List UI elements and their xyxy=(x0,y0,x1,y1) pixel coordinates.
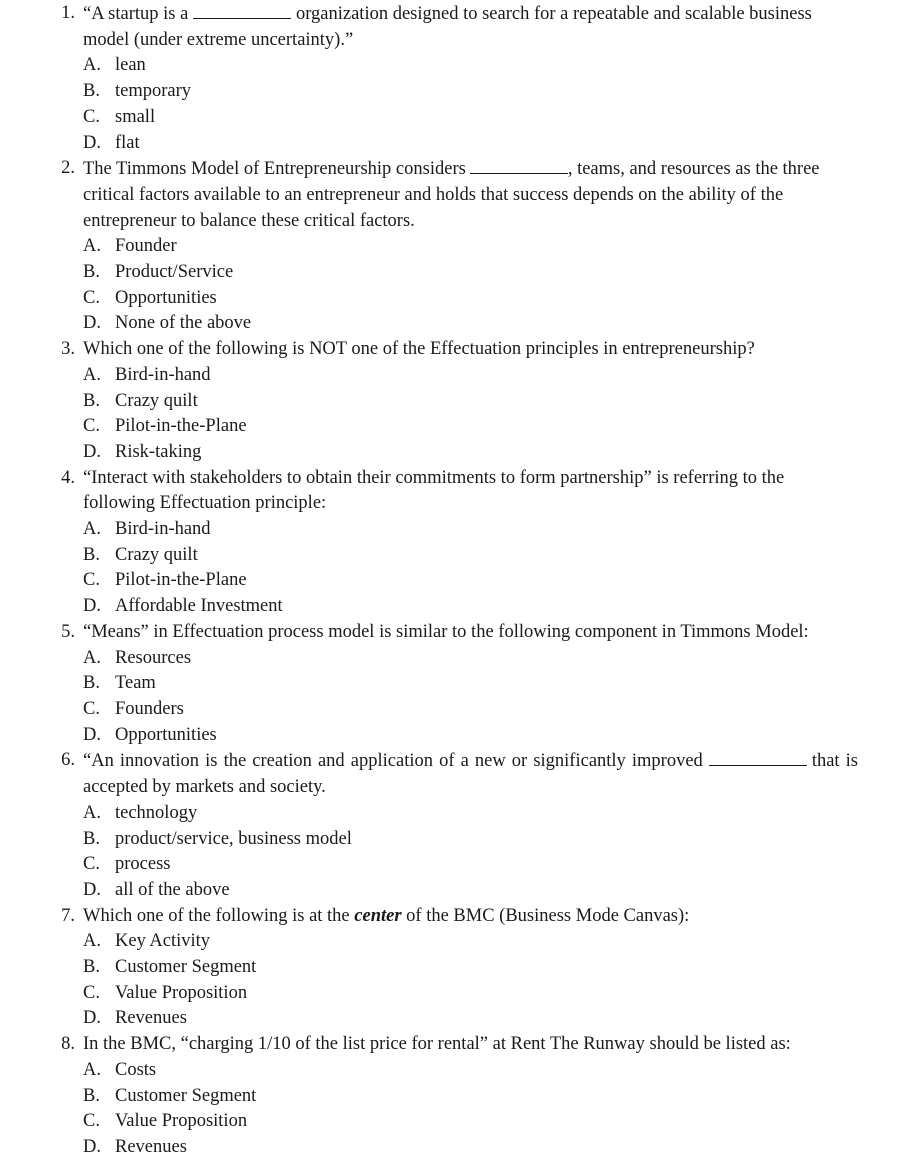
option-b[interactable]: B. Crazy quilt xyxy=(83,390,198,411)
question-text: “Means” in Effectuation process model is similar to the following component in Timmons Model: xyxy=(83,621,809,642)
question-number: 2. xyxy=(61,158,75,179)
option-d[interactable]: D. Affordable Investment xyxy=(83,596,283,617)
question-3 xyxy=(61,337,858,466)
option-b[interactable]: B. temporary xyxy=(83,81,192,102)
answer-blank xyxy=(470,156,568,174)
answer-blank xyxy=(709,748,807,766)
option-d[interactable]: D. Opportunities xyxy=(83,724,217,745)
option-a[interactable]: A. Key Activity xyxy=(83,931,211,952)
option-d[interactable]: D. all of the above xyxy=(83,879,230,900)
question-text: “Interact with stakeholders to obtain their commitments to form partnership” is referring to the following Effectuation principle: xyxy=(83,467,785,514)
options-list xyxy=(83,517,858,620)
option-c[interactable]: C. Opportunities xyxy=(83,287,217,308)
options-list xyxy=(83,646,858,749)
option-c[interactable]: C. small xyxy=(83,106,156,127)
question-number: 4. xyxy=(61,467,75,488)
option-b[interactable]: B. Customer Segment xyxy=(83,957,257,978)
question-text: In the BMC, “charging 1/10 of the list price for rental” at Rent The Runway should be listed as: xyxy=(83,1034,791,1055)
emphasis-center: center xyxy=(354,905,402,926)
option-d[interactable]: D. None of the above xyxy=(83,313,252,334)
option-c[interactable]: C. process xyxy=(83,854,171,875)
question-2 xyxy=(61,156,858,337)
question-number: 5. xyxy=(61,621,75,642)
option-c[interactable]: C. Pilot-in-the-Plane xyxy=(83,416,247,437)
option-c[interactable]: C. Pilot-in-the-Plane xyxy=(83,570,247,591)
options-list xyxy=(83,801,858,904)
option-d[interactable]: D. flat xyxy=(83,132,140,153)
question-1 xyxy=(61,1,858,156)
question-text: The Timmons Model of Entrepreneurship considers , teams, and resources as the three critical factors available to an entrepreneur and holds that success depends on the ability of the entrepreneur to balance these critical factors. xyxy=(83,156,858,234)
question-text: “A startup is a organization designed to search for a repeatable and scalable business model (under extreme uncertainty).” xyxy=(83,1,858,53)
options-list xyxy=(83,929,858,1032)
option-c[interactable]: C. Value Proposition xyxy=(83,1111,248,1132)
question-number: 3. xyxy=(61,339,75,360)
question-8 xyxy=(61,1032,858,1161)
option-b[interactable]: B. Team xyxy=(83,673,156,694)
question-number: 7. xyxy=(61,905,75,926)
question-text: Which one of the following is at the center of the BMC (Business Mode Canvas): xyxy=(83,905,690,926)
option-a[interactable]: A. Bird-in-hand xyxy=(83,519,211,540)
option-d[interactable]: D. Risk-taking xyxy=(83,441,202,462)
question-text: “An innovation is the creation and application of a new or significantly improved that is accepted by markets and society. xyxy=(83,748,858,800)
option-b[interactable]: B. Crazy quilt xyxy=(83,544,198,565)
option-b[interactable]: B. Product/Service xyxy=(83,262,234,283)
option-b[interactable]: B. product/service, business model xyxy=(83,828,352,849)
question-7 xyxy=(61,904,858,1033)
option-a[interactable]: A. technology xyxy=(83,802,198,823)
option-a[interactable]: A. Costs xyxy=(83,1059,157,1080)
option-a[interactable]: A. Resources xyxy=(83,647,192,668)
option-b[interactable]: B. Customer Segment xyxy=(83,1085,257,1106)
question-number: 6. xyxy=(61,750,75,771)
answer-blank xyxy=(193,1,291,19)
option-c[interactable]: C. Value Proposition xyxy=(83,982,248,1003)
question-number: 8. xyxy=(61,1034,75,1055)
question-4 xyxy=(61,466,858,620)
option-a[interactable]: A. lean xyxy=(83,55,146,76)
option-d[interactable]: D. Revenues xyxy=(83,1136,187,1157)
option-d[interactable]: D. Revenues xyxy=(83,1008,187,1029)
question-text: Which one of the following is NOT one of the Effectuation principles in entrepreneurship? xyxy=(83,339,755,360)
question-6 xyxy=(61,748,858,903)
question-number: 1. xyxy=(61,3,75,23)
options-list xyxy=(83,363,858,466)
options-list xyxy=(83,1058,858,1161)
option-c[interactable]: C. Founders xyxy=(83,698,184,719)
options-list xyxy=(83,53,858,156)
option-a[interactable]: A. Founder xyxy=(83,236,177,257)
options-list xyxy=(83,234,858,337)
question-5 xyxy=(61,620,858,749)
option-a[interactable]: A. Bird-in-hand xyxy=(83,364,211,385)
